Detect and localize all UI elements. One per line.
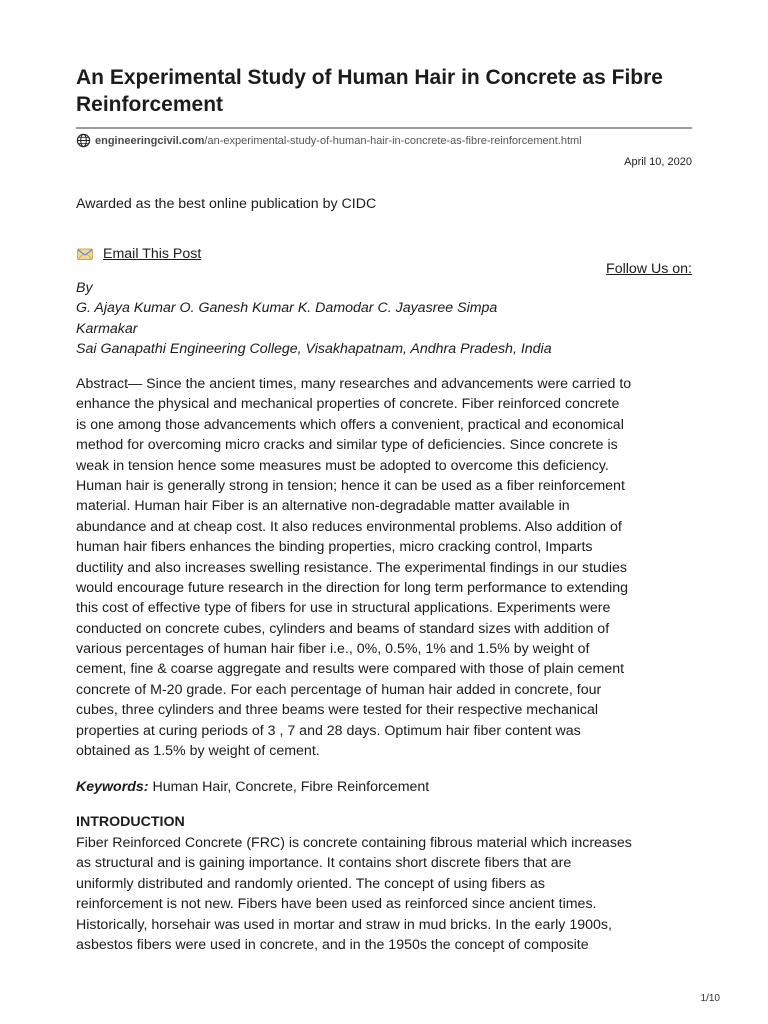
abstract-line: ductility and also increases swelling resistance. The experimental findings in our studies [76, 559, 627, 576]
email-post[interactable] [76, 244, 201, 264]
intro-line: uniformly distributed and randomly oriented. The concept of using fibers as [76, 875, 545, 892]
abstract-line: method for overcoming micro cracks and similar type of deficiencies. Since concrete is [76, 437, 618, 454]
abstract-line: is one among those advancements which offers a convenient, practical and economical [76, 416, 624, 433]
abstract-line: weak in tension hence some measures must be adopted to overcome this deficiency. [76, 457, 609, 474]
abstract-line: this cost of effective type of fibers for use in structural applications. Experiments were [76, 600, 611, 617]
abstract-line: various percentages of human hair fiber i.e., 0%, 0.5%, 1% and 1.5% by weight of [76, 641, 590, 658]
abstract-line: Abstract— Since the ancient times, many researches and advancements were carried to [76, 376, 632, 392]
by-label: By [76, 280, 93, 296]
abstract-line: enhance the physical and mechanical properties of concrete. Fiber reinforced concrete [76, 396, 620, 413]
keywords-value: Human Hair, Concrete, Fibre Reinforcement [148, 779, 430, 795]
source-path: /an-experimental-study-of-human-hair-in-concrete-as-fibre-reinforcement.html [204, 134, 582, 147]
section-heading-introduction: INTRODUCTION [76, 814, 185, 830]
page-title: An Experimental Study of Human Hair in Concrete as Fibre Reinforcement [76, 66, 663, 116]
envelope-icon [76, 246, 94, 262]
globe-icon [76, 133, 91, 148]
abstract-line: Human hair is generally strong in tension; hence it can be used as a fiber reinforcement [76, 477, 625, 494]
abstract-line: material. Human hair Fiber is an alternative non-degradable matter available in [76, 498, 570, 515]
abstract-line: cement, fine & coarse aggregate and results were compared with those of plain cement [76, 661, 625, 678]
abstract-line: human hair fibers enhances the binding properties, micro cracking control, Imparts [76, 539, 593, 556]
intro-line: Fiber Reinforced Concrete (FRC) is concrete containing fibrous material which increases [76, 835, 632, 851]
keywords-label: Keywords: [76, 779, 149, 795]
keywords [76, 777, 429, 797]
abstract-line: obtained as 1.5% by weight of cement. [76, 743, 320, 760]
intro-line: asbestos fibers were used in concrete, and in the 1950s the concept of composite [76, 936, 589, 953]
title-divider [76, 127, 692, 129]
email-post-link[interactable]: Email This Post [103, 246, 202, 262]
introduction-body [76, 833, 692, 955]
abstract-line: abundance and at cheap cost. It also reduces environmental problems. Also addition of [76, 518, 622, 535]
abstract-line: cubes, three cylinders and three beams were tested for their respective mechanical [76, 702, 599, 719]
abstract-line: conducted on concrete cubes, cylinders and beams of standard sizes with addition of [76, 620, 610, 637]
abstract-line: concrete of M-20 grade. For each percentage of human hair added in concrete, four [76, 681, 602, 698]
follow-us-link[interactable]: Follow Us on: [606, 261, 692, 277]
publish-date: April 10, 2020 [624, 156, 692, 168]
author-affiliation: Sai Ganapathi Engineering College, Visakhapatnam, Andhra Pradesh, India [76, 341, 552, 358]
page-number: 1/10 [700, 993, 720, 1004]
intro-line: as structural and is gaining importance. It contains short discrete fibers that are [76, 855, 572, 872]
author-block [76, 278, 692, 360]
author-names: G. Ajaya Kumar O. Ganesh Kumar K. Damodar C. Jayasree Simpa [76, 300, 498, 317]
source-domain: engineeringcivil.com [95, 134, 205, 147]
author-names-cont: Karmakar [76, 320, 138, 337]
source-url[interactable] [76, 133, 582, 148]
intro-line: Historically, horsehair was used in mortar and straw in mud bricks. In the early 1900s, [76, 916, 612, 933]
abstract-line: properties at curing periods of 3 , 7 and 28 days. Optimum hair fiber content was [76, 722, 581, 739]
abstract-line: would encourage future research in the direction for long term performance to extending [76, 579, 629, 596]
award-text: Awarded as the best online publication by CIDC [76, 196, 377, 212]
abstract [76, 374, 692, 761]
intro-line: reinforcement is not new. Fibers have been used as reinforced since ancient times. [76, 896, 597, 913]
